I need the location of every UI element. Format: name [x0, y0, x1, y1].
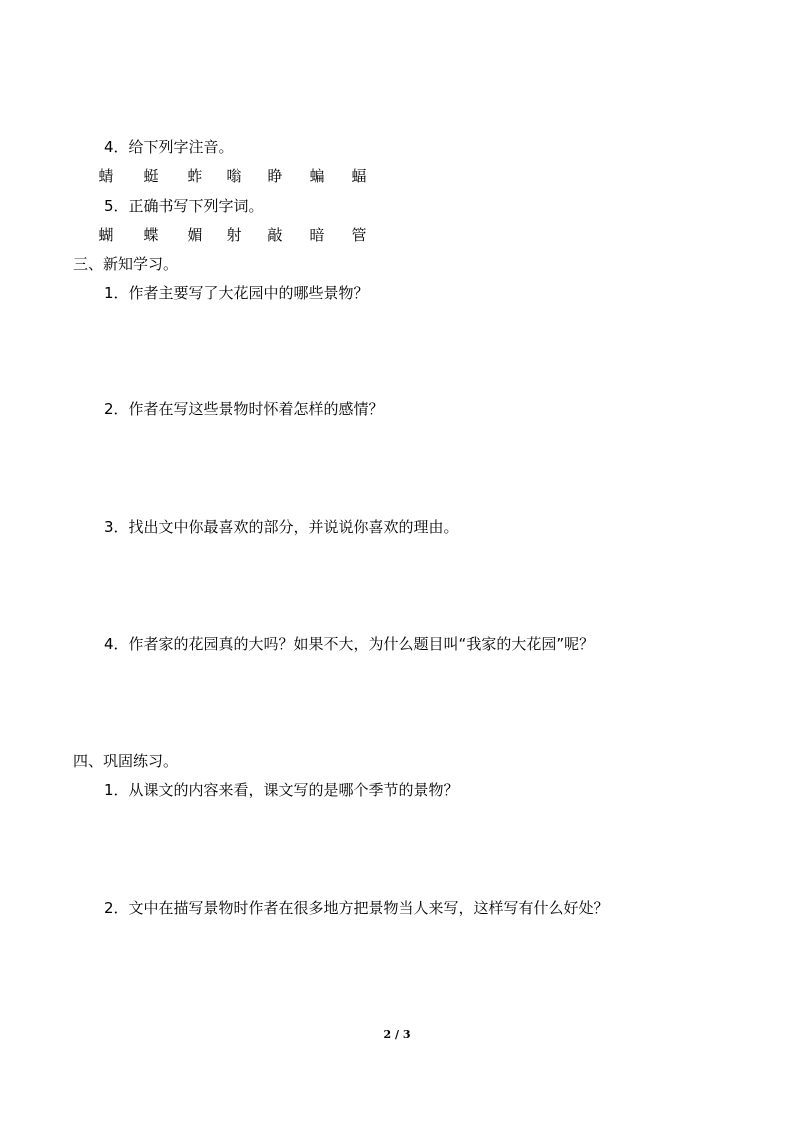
char: 蜓	[143, 167, 159, 185]
char: 蝙	[309, 167, 325, 185]
item-4-instruction: 4．给下列字注音。	[104, 138, 234, 156]
section-4-title: 四、巩固练习。	[73, 752, 179, 770]
section-3-question-1: 1．作者主要写了大花园中的哪些景物？	[104, 284, 369, 302]
char: 射	[226, 226, 242, 244]
char: 暗	[309, 226, 325, 244]
section-3-question-2: 2．作者在写这些景物时怀着怎样的感情？	[104, 400, 384, 418]
char: 敲	[267, 226, 283, 244]
char: 睁	[267, 167, 283, 185]
section-4-question-1: 1．从课文的内容来看，课文写的是哪个季节的景物？	[104, 781, 459, 799]
section-4-question-2: 2．文中在描写景物时作者在很多地方把景物当人来写，这样写有什么好处？	[104, 899, 609, 917]
char: 蝶	[143, 226, 159, 244]
page-number: 2 / 3	[383, 1028, 411, 1041]
char: 蜻	[98, 167, 114, 185]
char: 蝴	[98, 226, 114, 244]
char: 管	[351, 226, 367, 244]
char: 蚱	[187, 167, 203, 185]
section-3-question-3: 3．找出文中你最喜欢的部分，并说说你喜欢的理由。	[104, 518, 459, 536]
section-3-title: 三、新知学习。	[73, 255, 179, 273]
section-3-question-4: 4．作者家的花园真的大吗？如果不大，为什么题目叫“我家的大花园”呢？	[104, 635, 595, 653]
char: 媚	[187, 226, 203, 244]
item-5-instruction: 5．正确书写下列字词。	[104, 197, 264, 215]
char: 嗡	[226, 167, 242, 185]
char: 蝠	[351, 167, 367, 185]
